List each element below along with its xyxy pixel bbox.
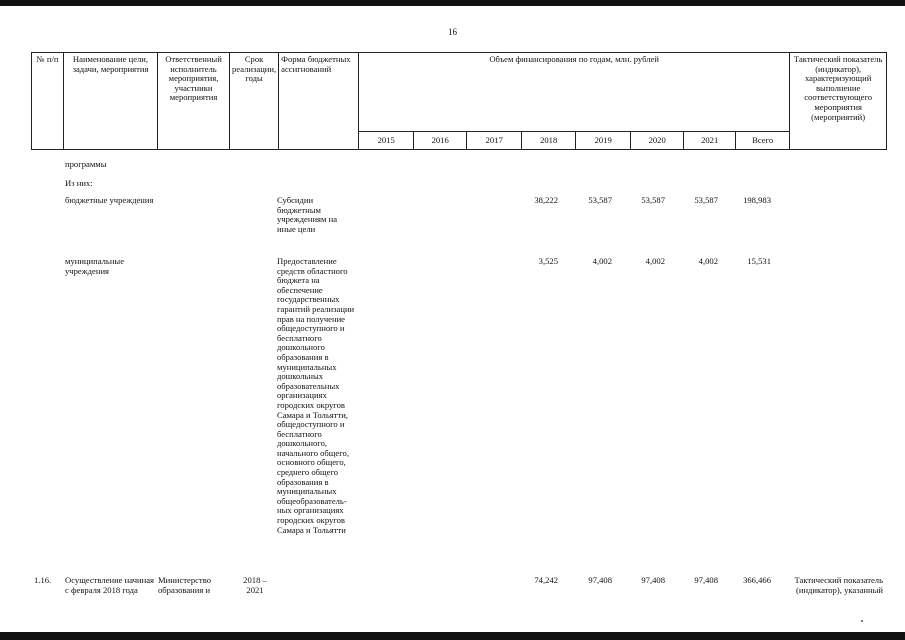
page-number: 16: [448, 27, 457, 37]
municipal-2020: 4,002: [645, 256, 665, 266]
item-116-total: 366,466: [743, 575, 771, 585]
bottom-border: [0, 632, 905, 640]
year-2017: 2017: [467, 132, 522, 150]
header-volume: Объем финансирования по годам, млн. рублей: [359, 53, 790, 132]
item-116-indicator: Тактический показатель (индикатор), указанный: [794, 575, 883, 595]
item-116-2021: 97,408: [694, 575, 718, 585]
item-116-2018: 74,242: [534, 575, 558, 585]
municipal-name: муниципальные учреждения: [65, 256, 125, 276]
header-form: Форма бюджетных ассигнований: [279, 53, 359, 150]
year-2020: 2020: [631, 132, 684, 150]
budget-name: бюджетные учреждения: [65, 195, 154, 205]
municipal-form: Предоставление средств областного бюджета на обеспечение государственных гарантий реализации прав на получение общедоступного и бесплатного дошкольного образования в муниципальных дошкольных образовательных организациях городских округов Самара и Тольятти, общедоступного и бесплатного дошкольного, начального общего, основного общего, среднего общего образования в муниципальных общеобразователь-ных организациях городских округов Самара и Тольятти: [277, 256, 355, 535]
header-responsible: Ответственный исполнитель мероприятия, участники мероприятия: [158, 53, 230, 150]
municipal-2018: 3,525: [538, 256, 558, 266]
municipal-2021: 4,002: [698, 256, 718, 266]
row-programmy: программы: [65, 159, 107, 169]
header-name: Наименование цели, задачи, мероприятия: [64, 53, 158, 150]
year-total: Всего: [736, 132, 790, 150]
item-116-name: Осуществление начиная с февраля 2018 года: [65, 575, 154, 595]
municipal-2019: 4,002: [592, 256, 612, 266]
year-2019: 2019: [576, 132, 631, 150]
item-116-2019: 97,408: [588, 575, 612, 585]
budget-form: Субсидии бюджетным учреждениям на иные цели: [277, 195, 338, 234]
item-116-term: 2018 – 2021: [243, 575, 267, 595]
municipal-total: 15,531: [747, 256, 771, 266]
item-116-2020: 97,408: [641, 575, 665, 585]
year-2021: 2021: [684, 132, 736, 150]
item-116-responsible: Министерство образования и: [158, 575, 211, 595]
header-term: Срок реализации, годы: [230, 53, 279, 150]
header-num: № п/п: [32, 53, 64, 150]
header-table: [31, 52, 887, 150]
budget-total: 198,983: [743, 195, 771, 205]
item-116-num: 1.16.: [34, 575, 52, 585]
row-iz-nih: Из них:: [65, 178, 93, 188]
budget-2018: 38,222: [534, 195, 558, 205]
budget-2021: 53,587: [694, 195, 718, 205]
year-2015: 2015: [359, 132, 414, 150]
year-2018: 2018: [522, 132, 576, 150]
year-2016: 2016: [414, 132, 467, 150]
top-border: [0, 0, 905, 6]
budget-2020: 53,587: [641, 195, 665, 205]
budget-2019: 53,587: [588, 195, 612, 205]
scan-speck: [861, 620, 863, 622]
header-indicator: Тактический показатель (индикатор), характеризующий выполнение соответствующего мероприятия (мероприятий): [790, 53, 887, 150]
